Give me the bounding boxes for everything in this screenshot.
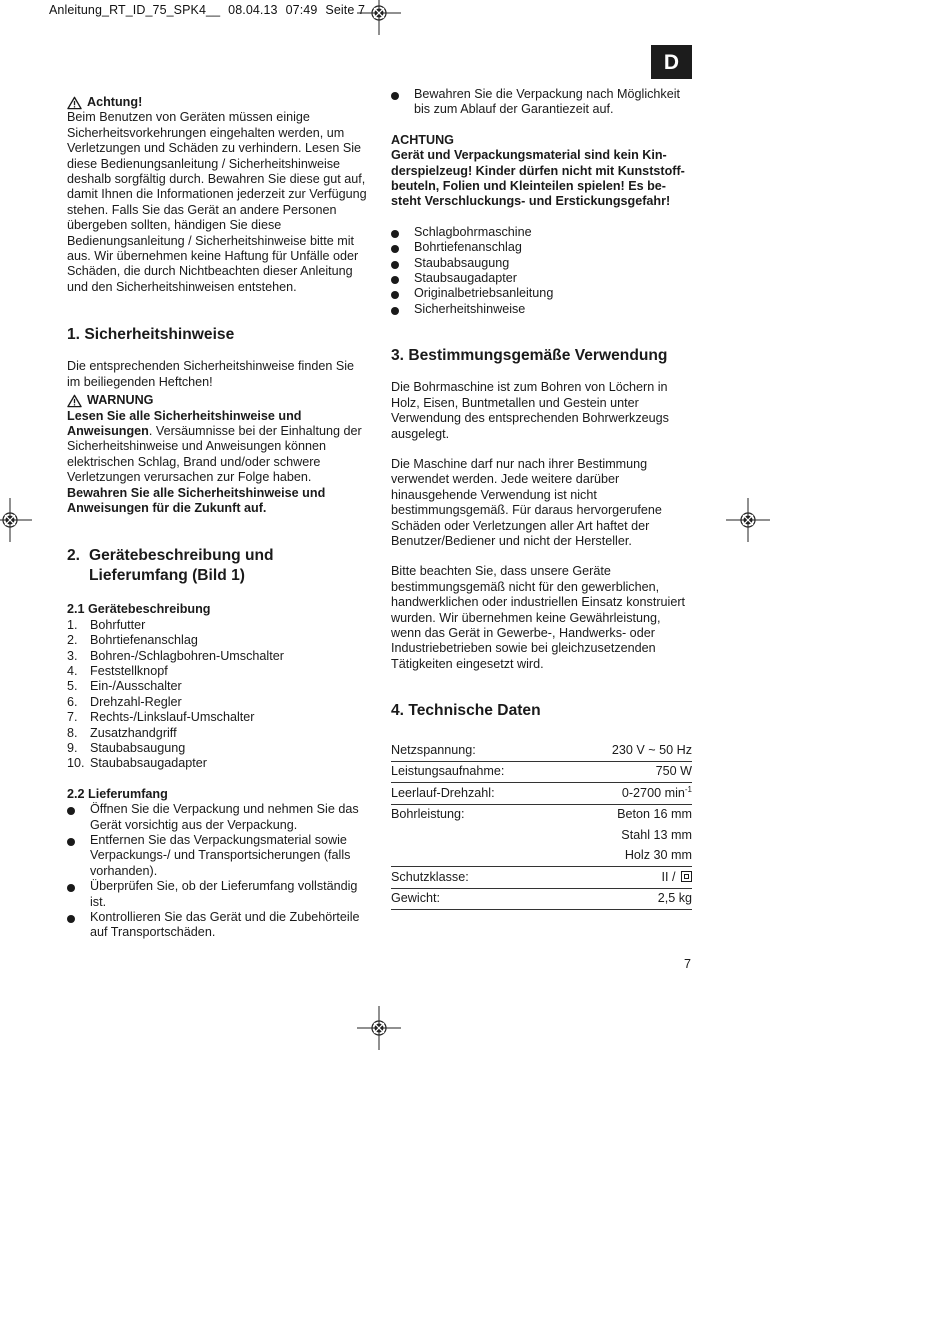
left-column bbox=[67, 95, 367, 941]
warning-bold-lead: Lesen Sie alle Sicherheitshinweise und Anweisungen bbox=[67, 408, 302, 438]
print-slug bbox=[49, 3, 373, 18]
achtung-text bbox=[391, 148, 691, 210]
list-item: Schlagbohrmaschine bbox=[391, 225, 691, 240]
warning-triangle-icon bbox=[67, 394, 82, 408]
table-row bbox=[391, 867, 692, 889]
warning-triangle-icon bbox=[67, 96, 82, 110]
delivery-steps-list-continued bbox=[391, 87, 691, 118]
table-row bbox=[391, 740, 692, 761]
tech-label: Bohrleistung: bbox=[391, 807, 465, 822]
list-item: 4. Feststellknopf bbox=[67, 663, 168, 678]
list-item: 3. Bohren-/Schlagbohren-Umschalter bbox=[67, 648, 284, 663]
technical-data-table bbox=[391, 740, 692, 910]
tech-label: Leistungsaufnahme: bbox=[391, 761, 567, 783]
list-item: Entfernen Sie das Verpackungsmaterial sowie Verpackungs-/ und Transportsicherungen (falls vorhanden). bbox=[67, 833, 367, 879]
table-row bbox=[391, 888, 692, 910]
tech-label: Gewicht: bbox=[391, 888, 567, 910]
slug-date: 08.04.13 bbox=[228, 3, 278, 17]
list-item: 9. Staubabsaugung bbox=[67, 741, 186, 755]
table-row bbox=[391, 846, 692, 867]
warning-heading bbox=[67, 393, 367, 408]
table-row bbox=[391, 825, 692, 846]
slug-page: Seite 7 bbox=[325, 3, 366, 17]
language-tab: D bbox=[651, 45, 692, 79]
section-3-paragraph-1: Die Bohrmaschine ist zum Bohren von Löchern in Holz, Eisen, Buntmetallen und Gestein unter Verwendung des entsprechenden Bohrwerkzeugs ausgelegt. bbox=[391, 380, 669, 441]
tech-value: Stahl 13 mm bbox=[621, 827, 692, 842]
tech-value: Beton 16 mm bbox=[617, 807, 692, 822]
list-item: Sicherheitshinweise bbox=[391, 302, 691, 317]
achtung-line: beuteln, Folien und Kleinteilen spielen! Es be- bbox=[391, 179, 666, 194]
registration-mark-icon bbox=[0, 498, 32, 542]
list-item: Öffnen Sie die Verpackung und nehmen Sie das Gerät vorsichtig aus der Verpackung. bbox=[67, 802, 367, 833]
tech-value: 750 W bbox=[567, 761, 692, 783]
warning-body: . Versäumnisse bei der Einhaltung der Sicherheitshinweise und Anweisungen können elektrischen Schlag, Brand und/oder schwere Verletzungen verursachen zur Folge haben. bbox=[67, 423, 362, 485]
registration-mark-icon bbox=[726, 498, 770, 542]
list-item: 2. Bohrtiefenanschlag bbox=[67, 633, 198, 648]
tech-label: Leerlauf-Drehzahl: bbox=[391, 783, 567, 805]
slug-file: Anleitung_RT_ID_75_SPK4__ bbox=[49, 3, 221, 17]
table-row bbox=[391, 761, 692, 783]
list-item: Staubabsaugung bbox=[391, 256, 691, 271]
achtung-line: Gerät und Verpackungsmaterial sind kein Kin- bbox=[391, 148, 667, 163]
list-item: Staubsaugadapter bbox=[391, 271, 691, 286]
tech-value: 0-2700 $\min^{-1}$ bbox=[567, 783, 692, 805]
delivery-steps-list bbox=[67, 802, 367, 941]
section-1-heading: 1. Sicherheitshinweise bbox=[67, 326, 235, 344]
caution-heading bbox=[67, 95, 367, 110]
achtung-title: ACHTUNG bbox=[391, 132, 454, 147]
list-item: Kontrollieren Sie das Gerät und die Zubehörteile auf Transportschäden. bbox=[67, 910, 367, 941]
table-row bbox=[391, 783, 692, 805]
achtung-line: derspielzeug! Kinder dürfen nicht mit Kunststoff- bbox=[391, 163, 685, 178]
section-1-intro: Die entsprechenden Sicherheitshinweise finden Sie im beiliegenden Heftchen! bbox=[67, 359, 355, 389]
tech-value: 2,5 kg bbox=[567, 888, 692, 910]
list-item: Überprüfen Sie, ob der Lieferumfang vollständig ist. bbox=[67, 879, 367, 910]
list-item: 5. Ein-/Ausschalter bbox=[67, 679, 182, 694]
section-3-paragraph-2: Die Maschine darf nur nach ihrer Bestimmung verwendet werden. Jede weitere darüber hinausgehende Verwendung ist nicht bestimmungsgemäß. Für daraus hervorgerufene Schäden oder Verletzungen aller Art haftet der Benutzer/Bediener und nicht der Hersteller. bbox=[391, 456, 662, 548]
page-number: 7 bbox=[684, 957, 692, 971]
protection-class-ii-icon bbox=[681, 871, 692, 882]
section-4-heading: 4. Technische Daten bbox=[391, 702, 541, 720]
tech-label bbox=[391, 846, 567, 867]
achtung-line: steht Verschluckungs- und Erstickungsgefahr! bbox=[391, 194, 671, 209]
section-3-paragraph-3: Bitte beachten Sie, dass unsere Geräte bestimmungsgemäß nicht für den gewerblichen, handwerklichen oder industriellen Einsatz konstruiert wurden. Wir übernehmen keine Gewährleistung, wenn das Gerät in Gewerbe-, Handwerks- oder Industriebetrieben sowie bei gleichzusetzenden Tätigkeiten eingesetzt wird. bbox=[391, 564, 686, 671]
subsection-2-2-heading: 2.2 Lieferumfang bbox=[67, 786, 168, 801]
package-contents-list bbox=[391, 225, 691, 317]
list-item: 1. Bohrfutter bbox=[67, 617, 146, 632]
right-column bbox=[391, 87, 691, 910]
list-item: Bewahren Sie die Verpackung nach Möglichkeit bis zum Ablauf der Garantiezeit auf. bbox=[391, 87, 691, 118]
caution-title: Achtung! bbox=[87, 95, 143, 109]
tech-label: Netzspannung: bbox=[391, 740, 567, 761]
list-item: Bohrtiefenanschlag bbox=[391, 240, 691, 255]
registration-mark-icon bbox=[357, 0, 401, 35]
list-item: 6. Drehzahl-Regler bbox=[67, 694, 182, 709]
section-2-number: 2. bbox=[67, 547, 81, 565]
registration-mark-icon bbox=[357, 1006, 401, 1050]
tech-value: Holz 30 mm bbox=[567, 846, 692, 867]
warning-text bbox=[67, 409, 367, 486]
list-item: Originalbetriebsanleitung bbox=[391, 286, 691, 301]
list-item: 8. Zusatzhandgriff bbox=[67, 725, 177, 740]
table-row bbox=[391, 804, 692, 825]
slug-time: 07:49 bbox=[285, 3, 318, 17]
caution-text: Beim Benutzen von Geräten müssen einige Sicherheitsvorkehrungen eingehalten werden, um Verletzungen und Schäden zu verhindern. Lesen Sie diese Bedienungsanleitung / Sicherheitshinweise deshalb sorgfältig durch. Bewahren Sie diese gut auf, damit Ihnen die Informationen jederzeit zur Verfügung stehen. Falls Sie das Gerät an andere Personen übergeben sollten, händigen Sie diese Bedienungsanleitung / Sicherheitshinweise bitte mit aus. Wir übernehmen keine Haftung für Unfälle oder Schäden, die durch Nichtbeachten dieser Anleitung und den Sicherheitshinweisen entstehen. bbox=[67, 110, 367, 294]
subsection-2-1-heading: 2.1 Gerätebeschreibung bbox=[67, 602, 211, 617]
tech-label: Schutzklasse: bbox=[391, 867, 567, 889]
tech-value: 230 V ~ 50 Hz bbox=[567, 740, 692, 761]
list-item: 7. Rechts-/Linkslauf-Umschalter bbox=[67, 710, 255, 725]
section-3-heading: 3. Bestimmungsgemäße Verwendung bbox=[391, 347, 668, 365]
warning-title: WARNUNG bbox=[87, 393, 154, 408]
warning-bold-closing: Bewahren Sie alle Sicherheitshinweise und Anweisungen für die Zukunft auf. bbox=[67, 485, 326, 515]
tech-label bbox=[391, 825, 567, 846]
tech-value: II / bbox=[567, 867, 692, 889]
parts-list bbox=[67, 618, 367, 772]
section-2-title: Gerätebeschreibung und Lieferumfang (Bild 1) bbox=[89, 547, 274, 585]
section-2-heading bbox=[67, 546, 367, 586]
list-item: 10. Staubabsaugadapter bbox=[67, 756, 207, 771]
